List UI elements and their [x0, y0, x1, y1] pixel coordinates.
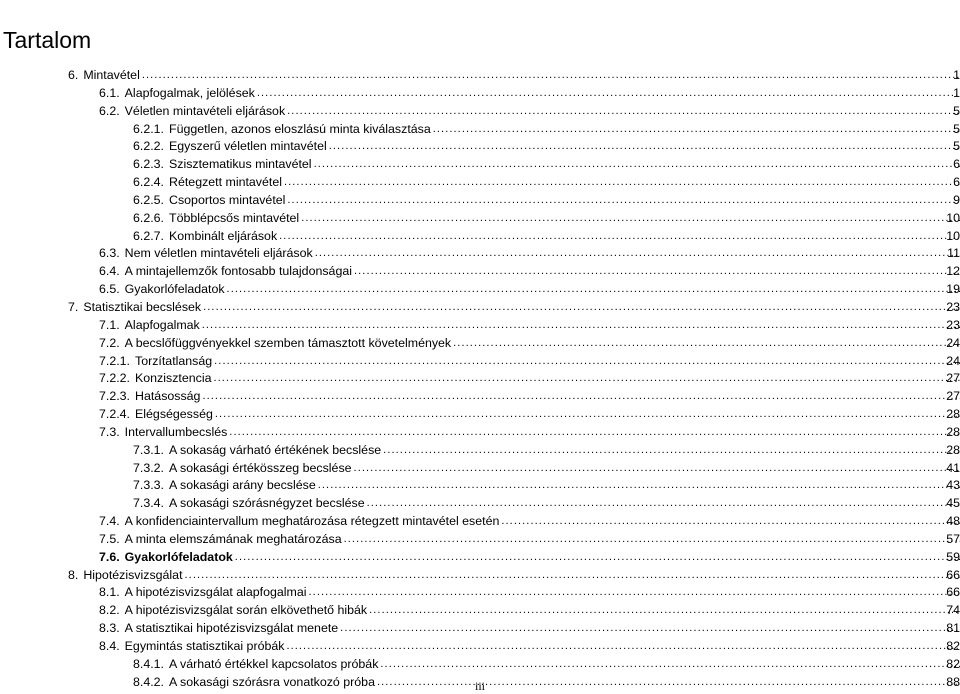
toc-entry-title: Egymintás statisztikai próbák	[124, 639, 285, 653]
toc-entry[interactable]	[0, 513, 960, 531]
table-of-contents	[0, 67, 960, 692]
dot-leader	[344, 531, 960, 549]
toc-entry-title: Véletlen mintavételi eljárások	[124, 103, 286, 118]
toc-entry[interactable]	[0, 281, 960, 299]
toc-entry[interactable]	[0, 121, 960, 139]
toc-entry-number: 6.2.5.	[133, 192, 165, 207]
toc-entry-number: 8.3.	[99, 621, 120, 636]
toc-entry[interactable]	[0, 567, 960, 585]
toc-entry-page: 41	[946, 460, 960, 475]
toc-entry-page: 66	[946, 567, 960, 582]
toc-entry[interactable]	[0, 245, 960, 263]
dot-leader	[203, 299, 960, 317]
toc-entry-title: Alapfogalmak, jelölések	[124, 85, 255, 100]
dot-leader	[314, 156, 960, 174]
dot-leader	[380, 656, 960, 674]
toc-entry-title: A mintajellemzők fontosabb tulajdonságai	[124, 264, 352, 279]
dot-leader	[383, 442, 960, 460]
toc-entry-title: Alapfogalmak	[124, 317, 200, 332]
dot-leader	[340, 620, 960, 638]
toc-entry[interactable]	[0, 317, 960, 335]
toc-entry-number: 6.2.4.	[133, 175, 165, 190]
dot-leader	[501, 513, 960, 531]
toc-entry-title: Egyszerű véletlen mintavétel	[169, 139, 327, 154]
dot-leader	[185, 567, 960, 585]
toc-entry-title: Csoportos mintavétel	[169, 192, 286, 207]
toc-entry-page: 11	[947, 246, 960, 261]
toc-entry-number: 8.2.	[99, 603, 120, 618]
toc-entry-page: 27	[946, 371, 960, 386]
dot-leader	[369, 602, 960, 620]
toc-entry-title: Konzisztencia	[135, 371, 212, 386]
toc-entry[interactable]	[0, 335, 960, 353]
toc-entry-number: 6.3.	[99, 246, 120, 261]
toc-entry-page: 5	[953, 103, 960, 118]
toc-entry-page: 28	[946, 442, 960, 457]
toc-entry-page: 1	[953, 68, 960, 82]
dot-leader	[354, 263, 960, 281]
toc-entry-title: A konfidenciaintervallum meghatározása rétegzett mintavétel esetén	[124, 514, 500, 529]
toc-entry-page: 88	[946, 674, 960, 689]
page-title: Tartalom	[3, 27, 92, 53]
toc-entry-page: 23	[946, 317, 960, 332]
toc-entry-number: 8.4.2.	[133, 674, 165, 689]
dot-leader	[284, 174, 960, 192]
toc-entry[interactable]	[0, 353, 960, 371]
toc-entry-number: 6.2.6.	[133, 210, 165, 225]
toc-entry[interactable]	[0, 388, 960, 406]
toc-entry-number: 7.2.	[99, 335, 120, 350]
dot-leader	[215, 406, 960, 424]
dot-leader	[214, 353, 960, 371]
page-number: iii	[474, 679, 485, 693]
toc-entry[interactable]	[0, 549, 960, 567]
dot-leader	[286, 638, 960, 656]
toc-entry-title: A sokaság várható értékének becslése	[169, 442, 382, 457]
toc-entry[interactable]	[0, 228, 960, 246]
toc-entry-number: 7.4.	[99, 514, 120, 529]
dot-leader	[287, 103, 960, 121]
dot-leader	[279, 228, 960, 246]
dot-leader	[329, 138, 960, 156]
toc-entry-page: 10	[946, 228, 960, 243]
toc-entry[interactable]	[0, 442, 960, 460]
toc-entry-page: 10	[946, 210, 960, 225]
toc-entry[interactable]	[0, 531, 960, 549]
toc-entry-title: A minta elemszámának meghatározása	[124, 531, 342, 546]
toc-entry-number: 6.2.3.	[133, 157, 165, 172]
dot-leader	[315, 245, 960, 263]
toc-entry-number: 6.5.	[99, 282, 120, 297]
toc-entry-page: 1	[953, 85, 960, 100]
toc-entry-number: 6.2.	[99, 103, 120, 118]
toc-entry-page: 5	[953, 121, 960, 136]
toc-entry-page: 12	[946, 264, 960, 279]
toc-entry-page: 19	[946, 282, 960, 297]
toc-entry-title: Szisztematikus mintavétel	[169, 157, 312, 172]
toc-entry-title: Nem véletlen mintavételi eljárások	[124, 246, 313, 261]
toc-entry-page: 23	[946, 299, 960, 314]
toc-entry-number: 7.5.	[99, 531, 120, 546]
dot-leader	[142, 67, 960, 85]
toc-entry-number: 7.2.2.	[99, 371, 131, 386]
toc-entry-title: A hipotézisvizsgálat alapfogalmai	[124, 585, 307, 600]
toc-entry[interactable]	[0, 460, 960, 478]
toc-entry[interactable]	[0, 192, 960, 210]
toc-entry-page: 82	[946, 639, 960, 653]
toc-entry-title: Mintavétel	[83, 68, 140, 82]
dot-leader	[354, 460, 960, 478]
toc-entry[interactable]	[0, 299, 960, 317]
toc-entry-title: Elégségesség	[135, 407, 213, 422]
toc-entry[interactable]	[0, 174, 960, 192]
toc-entry-title: A becslőfüggvényekkel szemben támasztott követelmények	[124, 335, 452, 350]
toc-entry-number: 6.1.	[99, 85, 120, 100]
toc-entry[interactable]	[0, 85, 960, 103]
dot-leader	[453, 335, 960, 353]
toc-entry[interactable]	[0, 620, 960, 638]
toc-entry[interactable]	[0, 406, 960, 424]
toc-entry-title: A várható értékkel kapcsolatos próbák	[169, 656, 379, 671]
toc-entry-number: 6.2.1.	[133, 121, 165, 136]
toc-entry[interactable]	[0, 156, 960, 174]
toc-entry-title: Hipotézisvizsgálat	[83, 567, 183, 582]
toc-entry[interactable]	[0, 67, 960, 85]
toc-entry-page: 6	[953, 175, 960, 190]
dot-leader	[433, 121, 960, 139]
toc-entry-number: 7.3.2.	[133, 460, 165, 475]
toc-entry-title: A sokasági értékösszeg becslése	[169, 460, 352, 475]
toc-entry-number: 6.2.2.	[133, 139, 165, 154]
dot-leader	[202, 317, 960, 335]
toc-entry[interactable]	[0, 424, 960, 442]
toc-entry-page: 57	[946, 531, 960, 546]
dot-leader	[235, 549, 960, 567]
toc-entry-number: 6.4.	[99, 264, 120, 279]
toc-entry-title: Gyakorlófeladatok	[124, 282, 225, 297]
toc-entry[interactable]	[0, 477, 960, 495]
toc-entry-title: A statisztikai hipotézisvizsgálat menete	[124, 621, 339, 636]
toc-entry-number: 7.2.1.	[99, 353, 131, 368]
dot-leader	[202, 388, 960, 406]
toc-entry-number: 6.	[68, 68, 79, 82]
toc-entry-page: 28	[946, 407, 960, 422]
toc-entry-page: 48	[946, 514, 960, 529]
toc-entry-title: Hatásosság	[135, 389, 201, 404]
toc-entry-page: 24	[946, 353, 960, 368]
toc-entry-number: 8.	[68, 567, 79, 582]
toc-entry-number: 7.2.3.	[99, 389, 131, 404]
toc-entry-page: 9	[953, 192, 960, 207]
toc-entry-number: 7.	[68, 299, 79, 314]
toc-entry[interactable]	[0, 656, 960, 674]
toc-entry-number: 8.4.1.	[133, 656, 165, 671]
dot-leader	[301, 210, 960, 228]
toc-entry-page: 6	[953, 157, 960, 172]
toc-entry-title: Statisztikai becslések	[83, 299, 202, 314]
toc-entry-page: 59	[946, 549, 960, 564]
toc-entry-page: 24	[946, 335, 960, 350]
toc-entry[interactable]	[0, 103, 960, 121]
toc-entry-title: Többlépcsős mintavétel	[169, 210, 300, 225]
toc-entry-title: Torzítatlanság	[135, 353, 213, 368]
toc-entry-title: A sokasági szórásra vonatkozó próba	[169, 674, 375, 689]
toc-entry-number: 7.6.	[99, 549, 120, 564]
dot-leader	[367, 495, 960, 513]
dot-leader	[309, 584, 960, 602]
toc-entry-number: 7.3.1.	[133, 442, 165, 457]
dot-leader	[229, 424, 960, 442]
toc-entry-page: 82	[946, 656, 960, 671]
toc-entry-title: Kombinált eljárások	[169, 228, 278, 243]
toc-entry-title: A hipotézisvizsgálat során elkövethető hibák	[124, 603, 368, 618]
toc-entry-title: Független, azonos eloszlású minta kiválasztása	[169, 121, 431, 136]
toc-entry-title: Rétegzett mintavétel	[169, 175, 282, 190]
toc-entry[interactable]	[0, 584, 960, 602]
toc-entry-number: 7.1.	[99, 317, 120, 332]
toc-entry[interactable]	[0, 638, 960, 656]
toc-entry-number: 8.1.	[99, 585, 120, 600]
toc-entry-page: 43	[946, 478, 960, 493]
toc-entry[interactable]	[0, 138, 960, 156]
toc-entry-title: Intervallumbecslés	[124, 424, 228, 439]
toc-entry-number: 7.3.	[99, 424, 120, 439]
dot-leader	[213, 370, 960, 388]
toc-entry-number: 8.4.	[99, 639, 120, 653]
dot-leader	[287, 192, 960, 210]
toc-entry-page: 28	[946, 424, 960, 439]
toc-entry-page: 45	[946, 496, 960, 511]
dot-leader	[257, 85, 960, 103]
toc-entry[interactable]	[0, 370, 960, 388]
toc-entry-page: 66	[946, 585, 960, 600]
toc-entry-number: 7.3.4.	[133, 496, 165, 511]
toc-entry-page: 27	[946, 389, 960, 404]
toc-entry[interactable]	[0, 263, 960, 281]
dot-leader	[227, 281, 960, 299]
toc-entry-title: A sokasági arány becslése	[169, 478, 316, 493]
toc-entry-number: 7.3.3.	[133, 478, 165, 493]
toc-entry-number: 7.2.4.	[99, 407, 131, 422]
toc-entry-page: 74	[946, 603, 960, 618]
toc-entry-page: 81	[946, 621, 960, 636]
toc-entry[interactable]	[0, 210, 960, 228]
dot-leader	[318, 477, 960, 495]
toc-entry-title: Gyakorlófeladatok	[124, 549, 233, 564]
toc-entry-number: 6.2.7.	[133, 228, 165, 243]
toc-entry[interactable]	[0, 495, 960, 513]
toc-entry-page: 5	[953, 139, 960, 154]
toc-entry-title: A sokasági szórásnégyzet becslése	[169, 496, 365, 511]
toc-entry[interactable]	[0, 602, 960, 620]
